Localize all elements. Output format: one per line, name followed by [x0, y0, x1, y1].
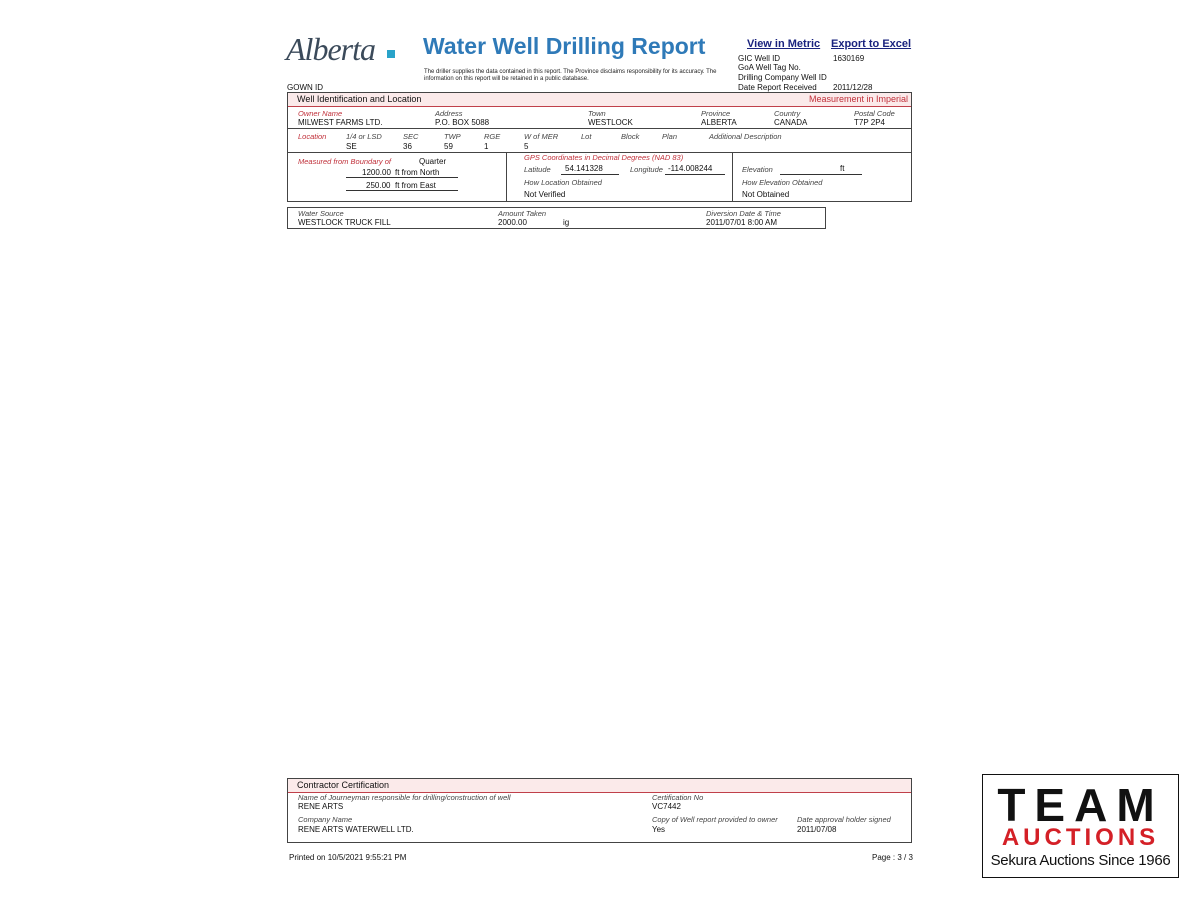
lsd-label: 1/4 or LSD — [346, 132, 382, 141]
gps-coordinates-label: GPS Coordinates in Decimal Degrees (NAD 83) — [524, 153, 684, 162]
latitude-value: 54.141328 — [565, 164, 603, 173]
certification-value: VC7442 — [652, 802, 681, 811]
gic-well-id-label: GIC Well ID — [738, 54, 781, 63]
address-value: P.O. BOX 5088 — [435, 118, 490, 127]
certification-label: Certification No — [652, 793, 704, 802]
how-location-label: How Location Obtained — [524, 178, 602, 187]
province-value: ALBERTA — [701, 118, 737, 127]
team-logo-line2: AUCTIONS — [1001, 824, 1160, 851]
country-label: Country — [774, 109, 801, 118]
province-label: Province — [701, 109, 731, 118]
page-number: Page : 3 / 3 — [872, 853, 913, 862]
journeyman-value: RENE ARTS — [298, 802, 344, 811]
rge-label: RGE — [484, 132, 501, 141]
gown-id-label: GOWN ID — [287, 83, 323, 92]
underline — [346, 177, 458, 178]
contractor-certification-section — [287, 778, 912, 843]
elevation-unit: ft — [840, 164, 845, 173]
date-received-label: Date Report Received — [738, 83, 817, 92]
sec-value: 36 — [403, 142, 412, 151]
goa-tag-label: GoA Well Tag No. — [738, 63, 801, 72]
mer-label: W of MER — [524, 132, 559, 141]
plan-label: Plan — [662, 132, 678, 141]
postal-code-label: Postal Code — [854, 109, 895, 118]
water-source-section — [287, 207, 826, 229]
underline — [780, 174, 862, 175]
team-logo-tagline: Sekura Auctions Since 1966 — [990, 852, 1171, 869]
measured-from-label: Measured from Boundary of — [298, 157, 391, 166]
sec-label: SEC — [403, 132, 419, 141]
underline — [561, 174, 619, 175]
divider — [732, 152, 733, 201]
view-in-metric-link[interactable]: View in Metric — [747, 38, 821, 50]
longitude-value: -114.008244 — [668, 164, 713, 173]
date-received-value: 2011/12/28 — [833, 83, 873, 92]
address-label: Address — [435, 109, 463, 118]
contractor-certification-header — [288, 779, 911, 793]
lsd-value: SE — [346, 142, 357, 151]
twp-value: 59 — [444, 142, 453, 151]
approval-date-value: 2011/07/08 — [797, 825, 837, 834]
copy-provided-label: Copy of Well report provided to owner — [652, 815, 778, 824]
company-name-value: RENE ARTS WATERWELL LTD. — [298, 825, 414, 834]
location-label: Location — [298, 132, 327, 141]
east-distance-unit: ft from East — [395, 181, 436, 190]
copy-provided-value: Yes — [652, 825, 666, 834]
alberta-logo-text: Alberta — [286, 31, 375, 67]
report-title: Water Well Drilling Report — [423, 33, 706, 59]
company-well-id-label: Drilling Company Well ID — [738, 73, 827, 82]
team-auctions-logo — [982, 774, 1179, 878]
latitude-label: Latitude — [524, 165, 551, 174]
approval-date-label: Date approval holder signed — [797, 815, 891, 824]
owner-name-value: MILWEST FARMS LTD. — [298, 118, 383, 127]
well-identification-title: Well Identification and Location — [297, 94, 422, 104]
amount-taken-label: Amount Taken — [498, 209, 547, 218]
underline — [665, 174, 725, 175]
how-location-value: Not Verified — [524, 190, 566, 199]
additional-description-label: Additional Description — [709, 132, 782, 141]
disclaimer-text: The driller supplies the data contained in this report. The Province disclaims responsibility for its accuracy. The information on this report will be retained in a public database. — [424, 69, 717, 82]
town-value: WESTLOCK — [588, 118, 633, 127]
country-value: CANADA — [774, 118, 808, 127]
postal-code-value: T7P 2P4 — [854, 118, 885, 127]
diversion-date-value: 2011/07/01 8:00 AM — [706, 218, 778, 227]
alberta-logo — [286, 30, 398, 68]
team-logo-line1: TEAM — [997, 779, 1164, 831]
lot-label: Lot — [581, 132, 592, 141]
gic-well-id-value: 1630169 — [833, 54, 865, 63]
diversion-date-label: Diversion Date & Time — [706, 209, 781, 218]
block-label: Block — [621, 132, 640, 141]
north-distance-value: 1200.00 — [362, 168, 391, 177]
owner-name-label: Owner Name — [298, 109, 343, 118]
export-to-excel-link[interactable]: Export to Excel — [831, 38, 912, 50]
divider — [506, 152, 507, 201]
north-distance-unit: ft from North — [395, 168, 440, 177]
how-elevation-value: Not Obtained — [742, 190, 790, 199]
amount-taken-value: 2000.00 — [498, 218, 527, 227]
printed-on-text: Printed on 10/5/2021 9:55:21 PM — [289, 853, 407, 862]
contractor-certification-title: Contractor Certification — [297, 780, 390, 790]
underline — [346, 190, 458, 191]
measurement-units: Measurement in Imperial — [808, 94, 908, 104]
town-label: Town — [588, 109, 606, 118]
elevation-label: Elevation — [742, 165, 773, 174]
longitude-label: Longitude — [630, 165, 663, 174]
water-source-label: Water Source — [298, 209, 344, 218]
journeyman-label: Name of Journeyman responsible for drilling/construction of well — [298, 793, 511, 802]
well-identification-header — [288, 93, 911, 107]
divider — [288, 128, 911, 129]
east-distance-value: 250.00 — [366, 181, 391, 190]
twp-label: TWP — [444, 132, 461, 141]
company-name-label: Company Name — [298, 815, 353, 824]
rge-value: 1 — [484, 142, 489, 151]
amount-taken-unit: ig — [563, 218, 570, 227]
well-identification-section — [287, 92, 912, 202]
alberta-logo-square-icon — [387, 50, 395, 58]
quarter-value: Quarter — [419, 157, 447, 166]
mer-value: 5 — [524, 142, 529, 151]
how-elevation-label: How Elevation Obtained — [742, 178, 823, 187]
water-source-value: WESTLOCK TRUCK FILL — [298, 218, 391, 227]
